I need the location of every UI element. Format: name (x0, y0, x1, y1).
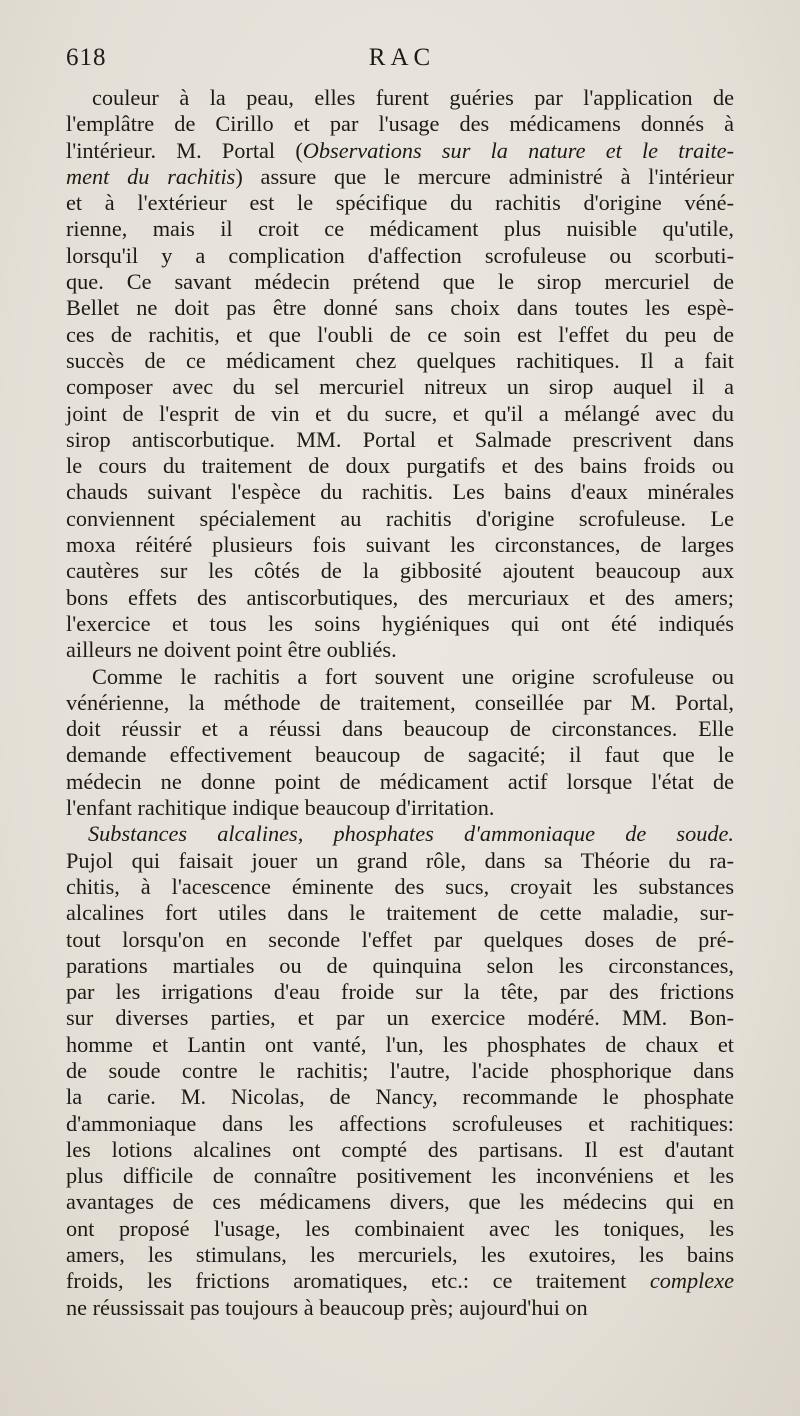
text-run: froids, les frictions aromatiques, etc.: ce traitement (66, 1268, 650, 1294)
page-header (66, 44, 738, 80)
text-line: conviennent spécialement au rachitis d'origine scrofuleuse. Le (66, 505, 734, 531)
text-line: les lotions alcalines ont compté des partisans. Il est d'autant (66, 1136, 734, 1162)
text-line: moxa réitéré plusieurs fois suivant les circonstances, de larges (66, 532, 734, 558)
text-line: la carie. M. Nicolas, de Nancy, recommande le phosphate (66, 1084, 734, 1110)
text-line: demande effectivement beaucoup de sagacité; il faut que le (66, 742, 734, 768)
text-line: sirop antiscorbutique. MM. Portal et Salmade prescrivent dans (66, 426, 734, 452)
text-line (66, 138, 734, 164)
text-line: chitis, à l'acescence éminente des sucs, croyait les substances (66, 873, 734, 899)
text-run: l'intérieur. M. Portal ( (66, 137, 303, 163)
page-number: 618 (66, 44, 107, 71)
text-line: l'enfant rachitique indique beaucoup d'irritation. (66, 795, 495, 821)
text-line: joint de l'esprit de vin et du sucre, et qu'il a mélangé avec du (66, 400, 734, 426)
paragraph (66, 664, 734, 822)
text-line (66, 164, 734, 190)
text-line: Bellet ne doit pas être donné sans choix dans toutes les espè- (66, 295, 734, 321)
text-line: Comme le rachitis a fort souvent une origine scrofuleuse ou (92, 663, 734, 689)
text-line: médecin ne donne point de médicament actif lorsque l'état de (66, 768, 734, 794)
text-line: le cours du traitement de doux purgatifs et des bains froids ou (66, 453, 734, 479)
running-head: RAC (368, 44, 436, 71)
text-line: avantages de ces médicamens divers, que les médecins qui en (66, 1189, 734, 1215)
text-line: doit réussir et a réussi dans beaucoup de circonstances. Elle (66, 716, 734, 742)
text-line: de soude contre le rachitis; l'autre, l'acide phosphorique dans (66, 1057, 734, 1083)
text-line: ont proposé l'usage, les combinaient avec les toniques, les (66, 1215, 734, 1241)
text-line: l'emplâtre de Cirillo et par l'usage des médicamens donnés à (66, 111, 734, 137)
text-line: ailleurs ne doivent point être oubliés. (66, 637, 397, 663)
body-text (66, 85, 734, 1321)
italic-run: complexe (649, 1268, 734, 1294)
text-line: parations martiales ou de quinquina selon les circonstances, (66, 952, 734, 978)
italic-run: Observations sur la nature et le traite- (302, 137, 734, 163)
text-line: couleur à la peau, elles furent guéries par l'application de (92, 85, 734, 110)
section-heading: Substances alcalines, phosphates d'ammoniaque de soude. (88, 821, 734, 847)
text-line: lorsqu'il y a complication d'affection scrofuleuse ou scorbuti- (66, 242, 734, 268)
text-line: cautères sur les côtés de la gibbosité ajoutent beaucoup aux (66, 558, 734, 584)
text-line: composer avec du sel mercuriel nitreux un sirop auquel il a (66, 374, 734, 400)
text-run: ) assure que le mercure administré à l'intérieur (235, 163, 735, 189)
text-line: rienne, mais il croit ce médicament plus nuisible qu'utile, (66, 216, 734, 242)
text-line: succès de ce médicament chez quelques rachitiques. Il a fait (66, 347, 734, 373)
text-line: bons effets des antiscorbutiques, des mercuriaux et des amers; (66, 584, 734, 610)
text-line: que. Ce savant médecin prétend que le sirop mercuriel de (66, 269, 734, 295)
text-line: par les irrigations d'eau froide sur la tête, par des frictions (66, 979, 734, 1005)
paragraph (66, 85, 734, 664)
text-line: sur diverses parties, et par un exercice modéré. MM. Bon- (66, 1005, 734, 1031)
text-line: ces de rachitis, et que l'oubli de ce soin est l'effet du peu de (66, 321, 734, 347)
text-line: l'exercice et tous les soins hygiéniques qui ont été indiqués (66, 610, 734, 636)
text-line: chauds suivant l'espèce du rachitis. Les bains d'eaux minérales (66, 479, 734, 505)
text-line: ne réussissait pas toujours à beaucoup près; aujourd'hui on (66, 1294, 588, 1320)
text-line: plus difficile de connaître positivement les inconvéniens et les (66, 1163, 734, 1189)
text-line: Pujol qui faisait jouer un grand rôle, dans sa Théorie du ra- (66, 847, 734, 873)
text-line: homme et Lantin ont vanté, l'un, les phosphates de chaux et (66, 1031, 734, 1057)
italic-run: ment du rachitis (66, 163, 236, 189)
text-line (66, 1268, 734, 1294)
text-line: d'ammoniaque dans les affections scrofuleuses et rachitiques: (66, 1110, 734, 1136)
text-line: et à l'extérieur est le spécifique du rachitis d'origine véné- (66, 190, 734, 216)
text-line: amers, les stimulans, les mercuriels, les exutoires, les bains (66, 1242, 734, 1268)
text-line: vénérienne, la méthode de traitement, conseillée par M. Portal, (66, 689, 734, 715)
text-line: tout lorsqu'on en seconde l'effet par quelques doses de pré- (66, 926, 734, 952)
text-line: alcalines fort utiles dans le traitement de cette maladie, sur- (66, 900, 734, 926)
paragraph (66, 821, 734, 1321)
